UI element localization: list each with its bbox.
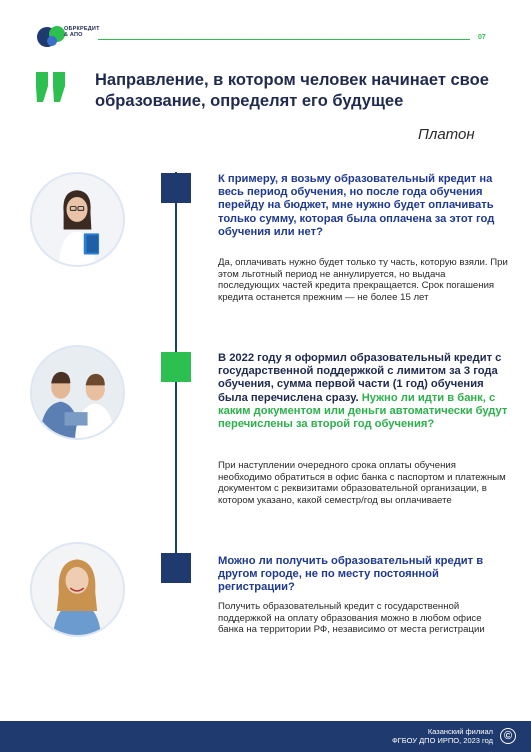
question-2-statement: В 2022 году я оформил образовательный кредит с государственной поддержкой с лимитом за 3 года обучения, сумма первой части (1 год) обучения была перечислена сразу. (218, 352, 502, 404)
quote-author: Платон (418, 126, 475, 143)
footer (0, 721, 531, 752)
page-number: 07 (478, 34, 486, 41)
logo-text-line1: ОБРКРЕДИТ (64, 26, 100, 32)
timeline-marker-1 (161, 173, 191, 203)
question-3: Можно ли получить образовательный кредит в другом городе, не по месту постоянной регистрации? (218, 555, 484, 594)
question-1: К примеру, я возьму образовательный кредит на весь период обучения, но после года обучения перейду на бюджет, мне нужно будет оплачивать только сумму, которая была оплачена за этот год обучения или нет? (218, 173, 495, 238)
logo-text (64, 26, 100, 38)
answer-1: Да, оплачивать нужно будет только ту часть, которую взяли. При этом льготный период не аннулируется, но выдача последующих частей кредита прекращается. Срок погашения кредита останется прежним — не более 15 лет (218, 257, 508, 303)
photo-student-girl (30, 172, 125, 267)
quote-text: Направление, в котором человек начинает свое образование, определят его будущее (95, 71, 489, 110)
photo-smiling-woman (30, 542, 125, 637)
answer-2: При наступлении очередного срока оплаты обучения необходимо обратиться в офис банка с паспортом и платежным документом с реквизитами образовательной организации, в котором указано, какой семестр/год вы оплачиваете (218, 460, 506, 506)
timeline-marker-2 (161, 352, 191, 382)
quote-mark-icon (34, 70, 68, 104)
question-2-highlight: Нужно ли идти в банк, с каким документом или деньги автоматически будут перечислены за второй год обучения? (218, 391, 508, 431)
logo-text-line2: & АПО (64, 32, 83, 38)
footer-line1: Казанский филиал (427, 727, 493, 736)
footer-line2: ФГБОУ ДПО ИРПО, 2023 год (391, 736, 493, 745)
question-2 (218, 352, 508, 431)
photo-two-students (30, 345, 125, 440)
header-divider (98, 39, 470, 40)
footer-text (392, 727, 493, 745)
timeline-marker-3 (161, 553, 191, 583)
answer-3: Получить образовательный кредит с государственной поддержкой на оплату образования можно в любом офисе банка на территории РФ, независимо от места регистрации (218, 601, 485, 636)
copyright-icon: © (500, 728, 516, 744)
